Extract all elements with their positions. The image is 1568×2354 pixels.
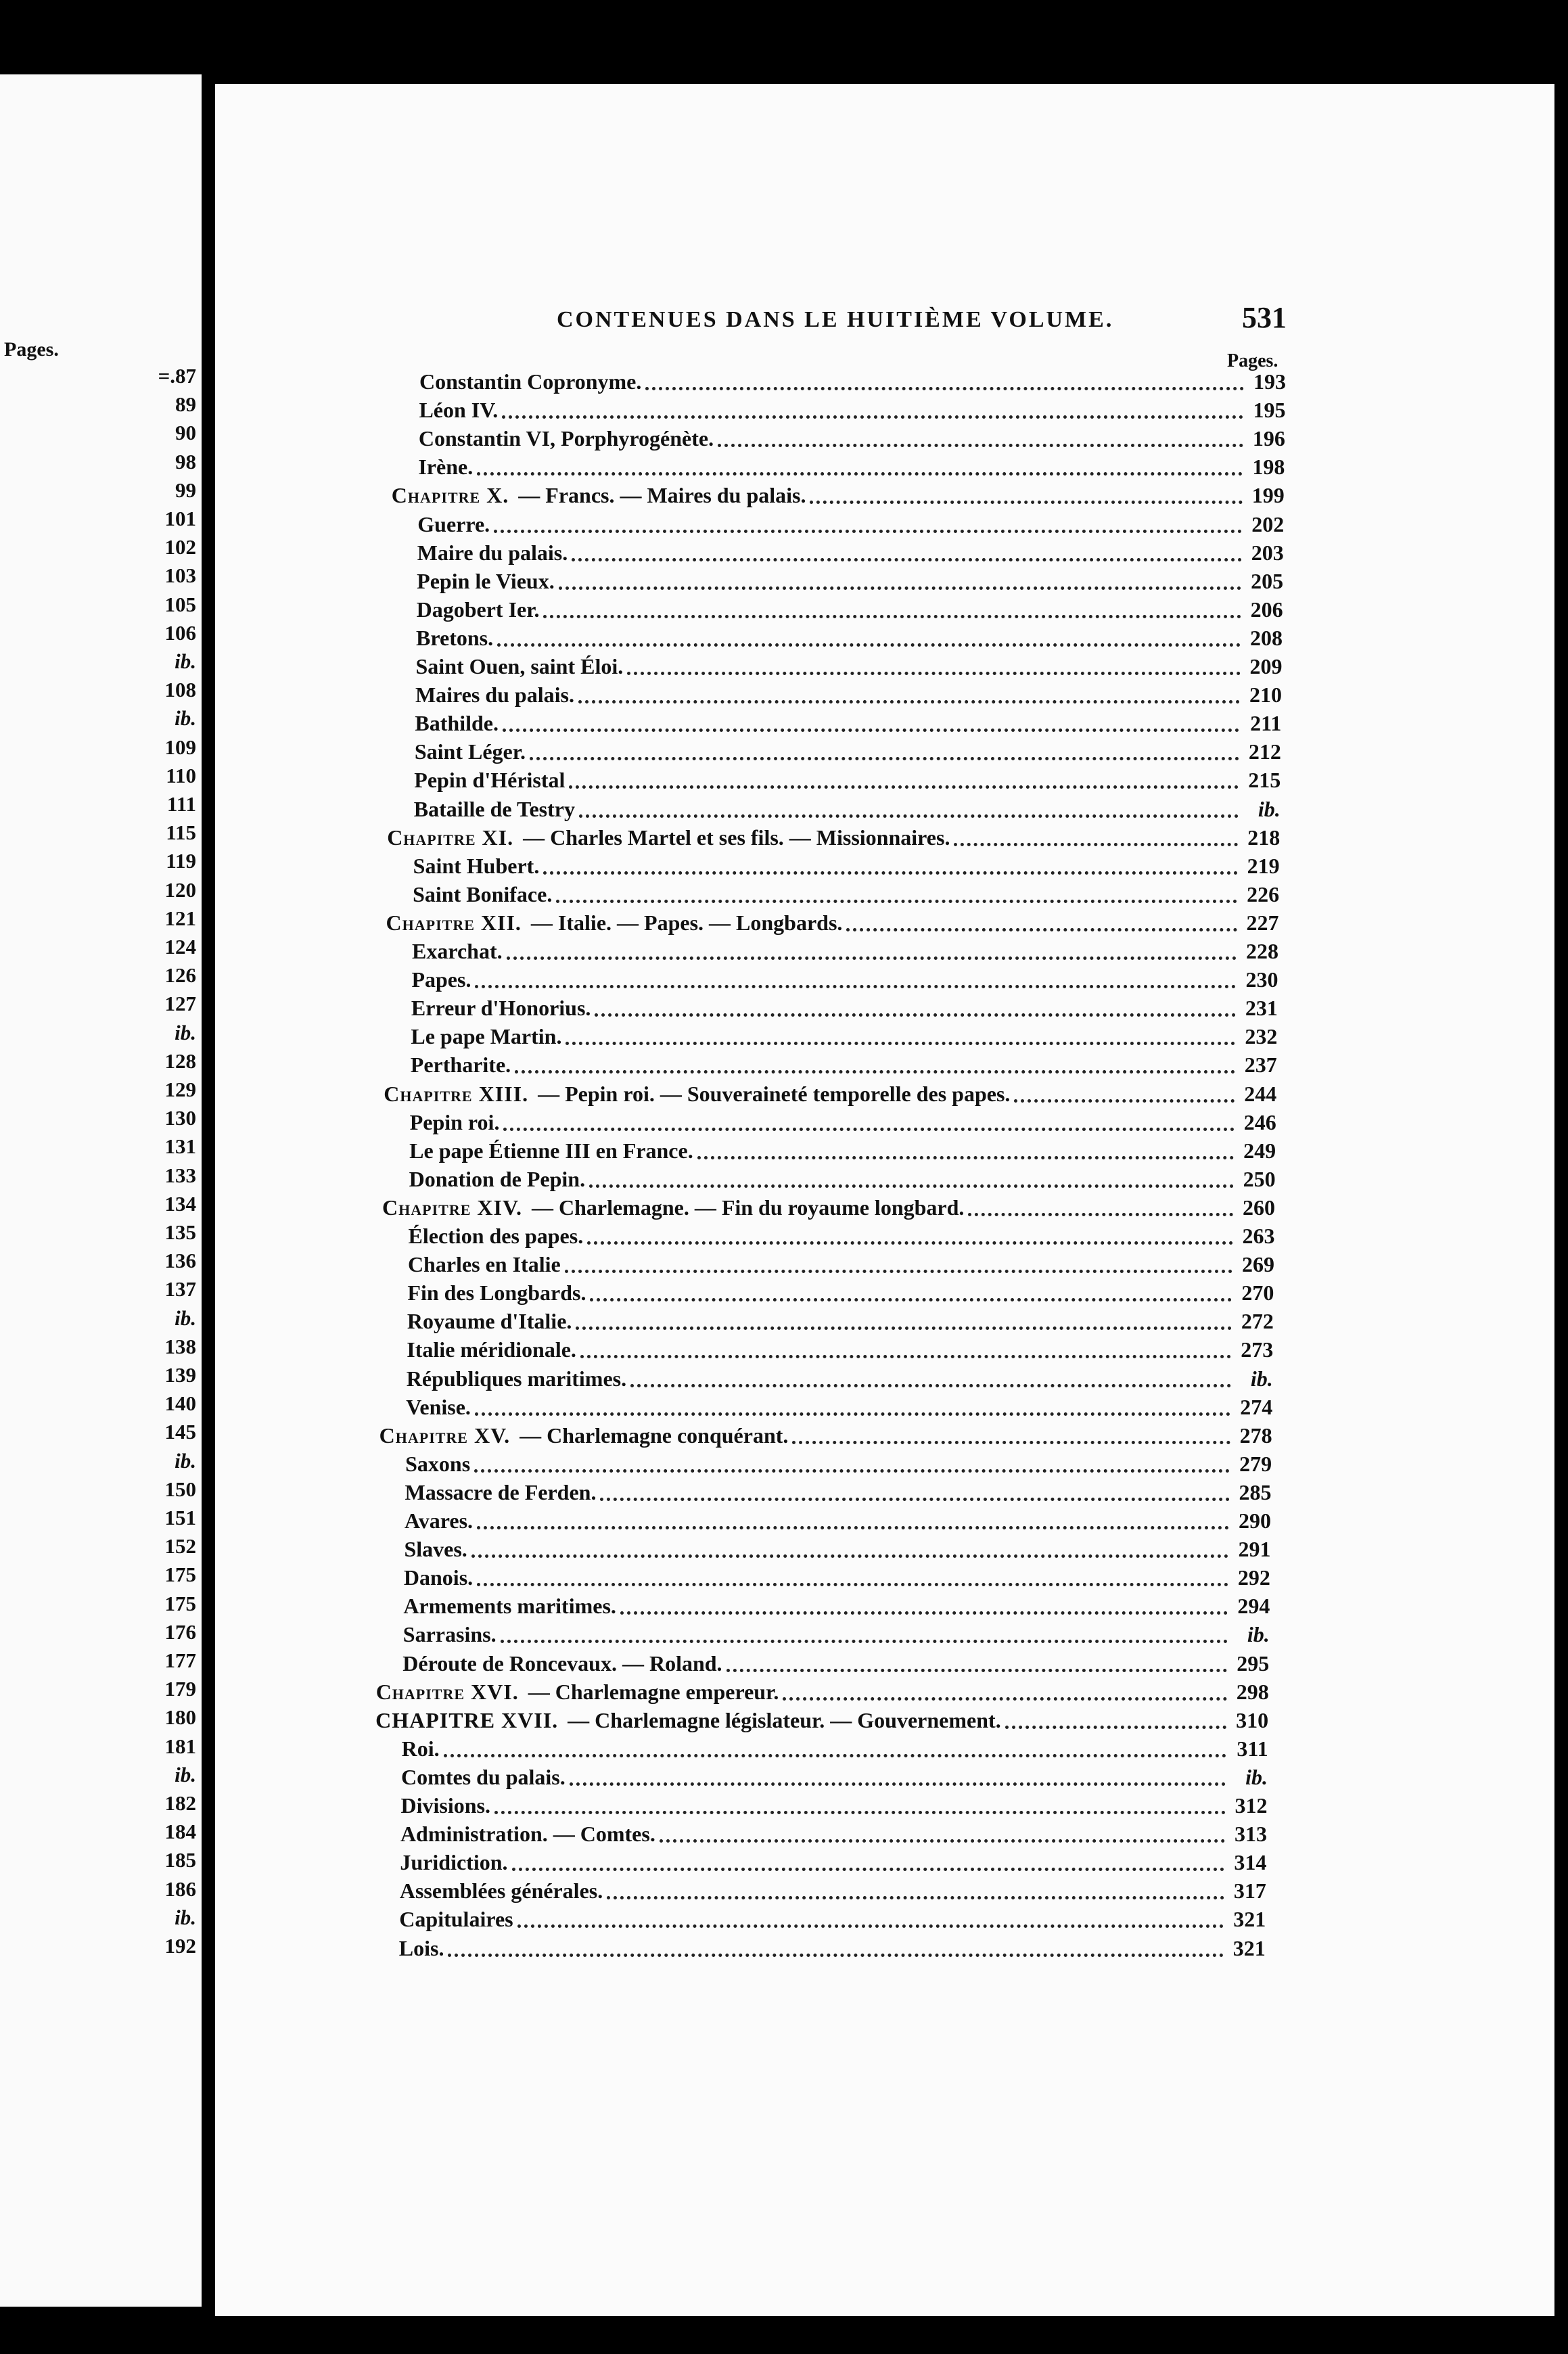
toc-entry	[417, 512, 1284, 539]
toc-entry	[400, 1822, 1267, 1849]
toc-entry-page: 295	[1237, 1651, 1270, 1676]
toc-entry-title: Constantin VI, Porphyrogénète.	[418, 426, 714, 451]
toc-entry-title: Sarrasins.	[402, 1622, 497, 1647]
toc-entry-title: Saint Ouen, saint Éloi.	[415, 654, 624, 678]
toc-entry	[400, 1850, 1266, 1877]
toc-entry-page: 294	[1237, 1594, 1270, 1619]
dot-leader	[587, 1241, 1232, 1245]
toc-entry-title: — Charlemagne. — Fin du royaume longbard.	[531, 1195, 965, 1220]
left-page-number: 179	[164, 1677, 196, 1701]
toc-entry-page: 218	[1247, 825, 1281, 850]
toc-entry	[417, 569, 1283, 596]
dot-leader	[846, 927, 1237, 931]
toc-entry-page: 205	[1251, 568, 1284, 593]
toc-entry	[402, 1651, 1269, 1678]
dot-leader	[645, 386, 1244, 390]
toc-entry-title: Donation de Pepin.	[409, 1166, 586, 1191]
toc-entry-page: 212	[1248, 739, 1281, 764]
toc-entry	[384, 1082, 1276, 1109]
dot-leader	[570, 1782, 1226, 1786]
toc-entry-title: Maire du palais.	[417, 540, 568, 565]
toc-entry-page: 206	[1250, 597, 1283, 622]
toc-entry-title: Papes.	[411, 967, 471, 992]
page-number: 531	[1242, 301, 1287, 334]
toc-chapter-label: Chapitre XIV.	[382, 1195, 522, 1220]
dot-leader	[578, 699, 1240, 703]
toc-entry-page: 198	[1252, 455, 1285, 480]
toc-entry-title: — Charles Martel et ses fils. — Missionnaires.	[523, 825, 950, 850]
left-page-header: Pages.	[4, 338, 59, 361]
left-page-number: 192	[164, 1934, 196, 1958]
dot-leader	[572, 557, 1241, 561]
toc-entry-title: Erreur d'Honorius.	[411, 996, 591, 1021]
toc-entry	[401, 1765, 1268, 1792]
toc-entry-page: 285	[1239, 1479, 1272, 1504]
toc-entry-title: Guerre.	[417, 511, 490, 536]
left-page-number: 110	[166, 763, 196, 787]
toc-entry-title: Lois.	[398, 1935, 444, 1960]
toc-entry-title: Roi.	[401, 1736, 440, 1761]
toc-entry-page: 193	[1253, 369, 1286, 394]
toc-entry	[409, 1138, 1276, 1166]
toc-entry-title: Pepin d'Héristal	[414, 768, 566, 793]
left-page-number: 111	[166, 792, 196, 816]
toc-chapter-label: CHAPITRE XVII.	[375, 1707, 559, 1732]
toc-entry-page: 321	[1233, 1907, 1266, 1932]
toc-entry-page: 250	[1243, 1166, 1276, 1191]
left-page-number: 177	[164, 1648, 196, 1672]
left-page-number: 102	[164, 535, 196, 559]
toc-entry	[410, 1110, 1276, 1137]
toc-entry-page: 249	[1243, 1138, 1276, 1163]
toc-entry-page: 270	[1241, 1280, 1274, 1306]
toc-entry-title: Italie méridionale.	[407, 1337, 576, 1362]
toc-entry	[411, 996, 1278, 1023]
toc-entry-page: ib.	[1247, 1622, 1270, 1647]
toc-chapter-label: Chapitre XI.	[387, 825, 514, 850]
toc-entry-page: 244	[1244, 1081, 1277, 1106]
dot-leader	[589, 1184, 1234, 1188]
dot-leader	[697, 1155, 1234, 1159]
dot-leader	[494, 1810, 1226, 1814]
toc-entry	[407, 1280, 1274, 1308]
left-page-number: 180	[164, 1705, 196, 1730]
toc-entry-page: 269	[1241, 1252, 1274, 1277]
toc-chapter-label: Chapitre XII.	[386, 910, 522, 935]
left-page-number: ib.	[175, 706, 196, 731]
dot-leader	[475, 1412, 1230, 1416]
toc-entry-page: 226	[1247, 881, 1280, 906]
left-page	[0, 74, 202, 2307]
dot-leader	[607, 1895, 1224, 1899]
toc-entry	[415, 739, 1281, 766]
toc-entry-title: Avares.	[405, 1508, 474, 1533]
toc-entry-page: 290	[1239, 1508, 1271, 1533]
toc-entry	[403, 1622, 1270, 1649]
dot-leader	[543, 871, 1237, 875]
dot-leader	[580, 1354, 1231, 1358]
toc-entry-title: Le pape Étienne III en France.	[409, 1138, 693, 1163]
toc-entry-title: Venise.	[406, 1394, 471, 1419]
dot-leader	[556, 899, 1237, 903]
left-page-number: =.87	[158, 364, 196, 388]
dot-leader	[1014, 1099, 1235, 1103]
toc-entry-page: 263	[1242, 1224, 1275, 1248]
toc-entry	[403, 1594, 1270, 1621]
toc-entry-title: Charles en Italie	[407, 1252, 561, 1277]
toc-entry	[392, 483, 1285, 510]
dot-leader	[543, 614, 1241, 618]
toc-entry-page: 274	[1240, 1394, 1273, 1419]
toc-entry-page: 311	[1237, 1736, 1268, 1761]
left-page-number: 186	[164, 1876, 196, 1901]
toc-entry-page: 199	[1251, 483, 1285, 508]
dot-leader	[727, 1668, 1228, 1672]
toc-chapter-label: Chapitre XVI.	[375, 1679, 519, 1704]
dot-leader	[448, 1953, 1223, 1957]
left-page-number: 124	[164, 935, 196, 959]
dot-leader	[627, 671, 1240, 675]
dot-leader	[783, 1697, 1226, 1701]
left-page-number: 140	[164, 1391, 196, 1416]
dot-leader	[530, 756, 1239, 760]
dot-leader	[515, 1069, 1235, 1074]
toc-entry	[416, 654, 1283, 681]
left-page-number: 136	[164, 1249, 196, 1273]
left-page-number: 115	[166, 821, 196, 845]
toc-entry	[387, 825, 1280, 852]
left-page-number: ib.	[175, 1762, 196, 1786]
dot-leader	[494, 529, 1242, 533]
toc-entry-title: Divisions.	[400, 1793, 490, 1818]
left-page-number: ib.	[175, 1448, 196, 1473]
dot-leader	[565, 1269, 1232, 1273]
dot-leader	[566, 1041, 1235, 1045]
toc-entry-title: Royaume d'Italie.	[407, 1309, 572, 1334]
toc-entry-title: Maires du palais.	[415, 683, 574, 708]
toc-chapter-label: Chapitre XV.	[379, 1423, 511, 1448]
dot-leader	[810, 500, 1242, 504]
toc-entry-title: Bretons.	[416, 625, 494, 650]
toc-entry-title: Le pape Martin.	[411, 1024, 562, 1049]
toc-entry	[406, 1395, 1272, 1422]
toc-entry-title: Saxons	[405, 1451, 471, 1476]
toc-entry-page: ib.	[1250, 1366, 1273, 1391]
left-page-number: ib.	[175, 1905, 196, 1929]
dot-leader	[576, 1326, 1231, 1330]
left-page-number: 106	[164, 620, 196, 645]
toc-entry-page: 219	[1247, 853, 1280, 878]
toc-entry-title: Élection des papes.	[408, 1224, 584, 1248]
toc-entry-title: Irène.	[418, 455, 474, 480]
running-head: CONTENUES DANS LE HUITIÈME VOLUME.	[557, 307, 1114, 332]
toc-entry-page: 211	[1250, 711, 1282, 736]
toc-entry-title: Pepin roi.	[409, 1109, 500, 1134]
dot-leader	[660, 1839, 1225, 1843]
left-page-number: ib.	[175, 649, 196, 673]
toc-entry	[415, 683, 1282, 710]
toc-entry	[409, 1167, 1276, 1194]
toc-entry	[415, 711, 1281, 738]
toc-entry	[419, 369, 1286, 396]
left-page-number: 98	[175, 449, 196, 474]
toc-entry	[404, 1565, 1270, 1592]
dot-leader	[477, 1525, 1229, 1529]
left-page-number: 138	[164, 1334, 196, 1358]
toc-entry-title: — Charlemagne conquérant.	[520, 1423, 789, 1448]
dot-leader	[477, 1582, 1228, 1586]
toc-entry-page: 313	[1234, 1822, 1267, 1847]
toc-entry-page: 231	[1245, 996, 1278, 1021]
dot-leader	[497, 643, 1241, 647]
toc-entry-page: 232	[1245, 1024, 1278, 1049]
dot-leader	[630, 1383, 1231, 1387]
dot-leader	[954, 842, 1238, 846]
toc-entry-title: Saint Boniface.	[413, 881, 553, 906]
toc-entry-page: 312	[1235, 1793, 1268, 1818]
left-page-number: 129	[164, 1078, 196, 1101]
toc-entry-title: Saint Léger.	[414, 739, 526, 764]
dot-leader	[569, 785, 1239, 789]
dot-leader	[503, 728, 1239, 732]
toc-entry	[376, 1680, 1269, 1707]
left-page-number: 120	[164, 877, 196, 902]
dot-leader	[579, 814, 1239, 818]
dot-leader	[444, 1753, 1226, 1757]
left-page-number: 108	[164, 678, 196, 702]
toc-entry-title: Républiques maritimes.	[406, 1366, 627, 1391]
dot-leader	[590, 1297, 1232, 1301]
left-page-number: 134	[164, 1191, 196, 1216]
toc-entry	[399, 1907, 1266, 1934]
dot-leader	[620, 1611, 1228, 1615]
toc-entry-page: 298	[1236, 1679, 1269, 1704]
toc-entry-title: Capitulaires	[399, 1907, 513, 1932]
dot-leader	[477, 471, 1243, 476]
left-page-number: 90	[175, 421, 196, 445]
toc-entry-page: 273	[1241, 1337, 1274, 1362]
toc-entry	[402, 1736, 1268, 1763]
toc-entry	[382, 1195, 1275, 1222]
left-page-number: 128	[164, 1048, 196, 1073]
toc-entry-page: ib.	[1258, 796, 1281, 821]
toc-entry	[414, 797, 1281, 824]
dot-leader	[595, 1013, 1235, 1017]
toc-entry-title: Bataille de Testry	[413, 796, 575, 821]
dot-leader	[1005, 1725, 1226, 1729]
toc-entry-page: 292	[1237, 1565, 1270, 1590]
left-page-number: 176	[164, 1619, 196, 1644]
toc-entry-page: 237	[1244, 1053, 1277, 1078]
dot-leader	[512, 1867, 1225, 1871]
toc-entry-page: 195	[1253, 398, 1286, 423]
pages-column-label: Pages.	[1227, 350, 1278, 371]
toc-entry	[379, 1423, 1272, 1450]
dot-leader	[474, 1469, 1230, 1473]
toc-entry-page: 203	[1251, 540, 1284, 565]
toc-entry-title: Déroute de Roncevaux. — Roland.	[402, 1651, 722, 1676]
left-page-number: 181	[164, 1734, 196, 1758]
toc-entry-title: Pepin le Vieux.	[417, 568, 555, 593]
toc-entry-title: Exarchat.	[412, 939, 503, 963]
toc-entry-title: Assemblées générales.	[399, 1878, 603, 1903]
left-page-number: 145	[164, 1420, 196, 1444]
toc-entry	[408, 1252, 1274, 1279]
toc-entry-page: 314	[1234, 1850, 1267, 1875]
dot-leader	[501, 1639, 1228, 1643]
toc-entry-page: 246	[1243, 1109, 1276, 1134]
toc-entry	[375, 1708, 1268, 1735]
toc-entry	[416, 626, 1283, 653]
left-page-number: 127	[164, 992, 196, 1016]
toc-entry	[405, 1480, 1272, 1507]
left-page-number: 133	[164, 1163, 196, 1187]
toc-entry-title: Comtes du palais.	[401, 1764, 566, 1789]
left-page-number: ib.	[175, 1020, 196, 1044]
toc-entry-title: Danois.	[403, 1565, 474, 1590]
toc-entry-title: Constantin Copronyme.	[419, 369, 642, 394]
toc-entry-page: 321	[1232, 1935, 1266, 1960]
left-page-number: 150	[164, 1477, 196, 1501]
toc-entry-page: 291	[1238, 1537, 1271, 1562]
toc-entry-title: Léon IV.	[419, 398, 499, 423]
toc-entry-page: ib.	[1245, 1764, 1268, 1789]
toc-entry	[409, 1224, 1275, 1251]
toc-entry	[417, 597, 1283, 624]
toc-entry-page: 272	[1241, 1309, 1274, 1334]
dot-leader	[718, 443, 1243, 447]
toc-entry	[414, 768, 1281, 795]
toc-entry-page: 210	[1249, 683, 1282, 708]
toc-entry	[412, 939, 1278, 966]
left-page-number: 99	[175, 478, 196, 502]
dot-leader	[471, 1554, 1229, 1558]
toc-entry	[400, 1878, 1266, 1906]
left-page-number: 152	[164, 1534, 196, 1559]
toc-entry-title: Dagobert Ier.	[416, 597, 540, 622]
toc-entry-title: Pertharite.	[410, 1053, 511, 1078]
left-page-number: 105	[164, 592, 196, 616]
left-page-number: 185	[164, 1848, 196, 1872]
left-page-number: 109	[164, 735, 196, 759]
toc-entry	[413, 854, 1280, 881]
left-page-number: 103	[164, 563, 196, 588]
left-page-number: 175	[164, 1563, 196, 1587]
left-page-number: 139	[164, 1363, 196, 1387]
left-page-number: 130	[164, 1106, 196, 1130]
toc-entry	[407, 1337, 1273, 1364]
toc-entry-page: 196	[1252, 426, 1285, 451]
toc-entry	[419, 426, 1285, 453]
dot-leader	[968, 1212, 1233, 1216]
left-page-number: 151	[164, 1506, 196, 1529]
toc-entry-title: Saint Hubert.	[413, 853, 540, 878]
dot-leader	[502, 415, 1243, 419]
left-page-number: 101	[164, 507, 196, 530]
toc-chapter-label: Chapitre XIII.	[384, 1081, 529, 1106]
dot-leader	[507, 956, 1237, 960]
toc-entry-page: 260	[1243, 1195, 1276, 1220]
toc-entry-title: Fin des Longbards.	[407, 1280, 586, 1306]
left-page-number: 182	[164, 1791, 196, 1815]
toc-entry-title: — Charlemagne législateur. — Gouvernement.	[568, 1707, 1001, 1732]
toc-entry	[405, 1508, 1271, 1536]
toc-entry-page: 215	[1248, 768, 1281, 793]
left-page-number: 135	[164, 1220, 196, 1244]
toc-entry-page: 317	[1233, 1878, 1266, 1903]
toc-entry	[407, 1366, 1273, 1393]
toc-entry-title: — Francs. — Maires du palais.	[518, 483, 806, 508]
toc-entry	[411, 1053, 1277, 1080]
toc-entry	[399, 1936, 1266, 1963]
toc-entry	[418, 455, 1285, 482]
left-page-number: 175	[164, 1591, 196, 1615]
toc-entry-title: Slaves.	[404, 1537, 467, 1562]
toc-entry	[411, 1024, 1277, 1051]
left-page-number: 119	[166, 849, 196, 873]
left-page-number: 184	[164, 1820, 196, 1844]
toc-chapter-label: Chapitre X.	[391, 483, 509, 508]
toc-entry	[419, 398, 1285, 425]
toc-entry	[417, 540, 1284, 568]
toc-entry	[405, 1452, 1272, 1479]
toc-entry	[401, 1793, 1268, 1820]
toc-entry-title: — Charlemagne empereur.	[528, 1679, 779, 1704]
toc-entry-page: 279	[1239, 1451, 1272, 1476]
right-page	[215, 84, 1554, 2316]
toc-entry-page: 228	[1246, 939, 1278, 963]
toc-entry-title: — Pepin roi. — Souveraineté temporelle des papes.	[538, 1081, 1011, 1106]
dot-leader	[517, 1924, 1224, 1928]
dot-leader	[792, 1440, 1230, 1444]
toc-entry	[411, 967, 1278, 994]
dot-leader	[559, 586, 1241, 590]
dot-leader	[600, 1497, 1229, 1501]
left-page-number: 137	[164, 1277, 196, 1301]
toc-entry	[407, 1309, 1274, 1336]
left-page-number: 131	[164, 1134, 196, 1159]
toc-entry-title: Armements maritimes.	[403, 1594, 616, 1619]
toc-entry-title: — Italie. — Papes. — Longbards.	[530, 910, 843, 935]
toc-entry-page: 208	[1250, 625, 1283, 650]
toc-entry-title: Massacre de Ferden.	[405, 1479, 597, 1504]
toc-entry	[386, 910, 1279, 938]
toc-entry-page: 278	[1239, 1423, 1272, 1448]
toc-entry-title: Juridiction.	[400, 1850, 508, 1875]
toc-entry	[404, 1537, 1270, 1564]
left-page-number: 89	[175, 392, 196, 417]
dot-leader	[503, 1127, 1234, 1131]
toc-entry-title: Administration. — Comtes.	[400, 1822, 655, 1847]
toc-entry-page: 202	[1251, 511, 1285, 536]
toc-entry-page: 209	[1249, 654, 1283, 678]
toc-entry-page: 310	[1236, 1707, 1269, 1732]
toc-entry	[413, 882, 1279, 909]
toc-entry-page: 230	[1245, 967, 1278, 992]
toc-entry-title: Bathilde.	[415, 711, 499, 736]
left-page-number: 126	[164, 963, 196, 988]
toc-entry-page: 227	[1246, 910, 1279, 935]
dot-leader	[475, 984, 1236, 988]
left-page-number: 121	[164, 906, 196, 930]
left-page-number: ib.	[175, 1306, 196, 1330]
